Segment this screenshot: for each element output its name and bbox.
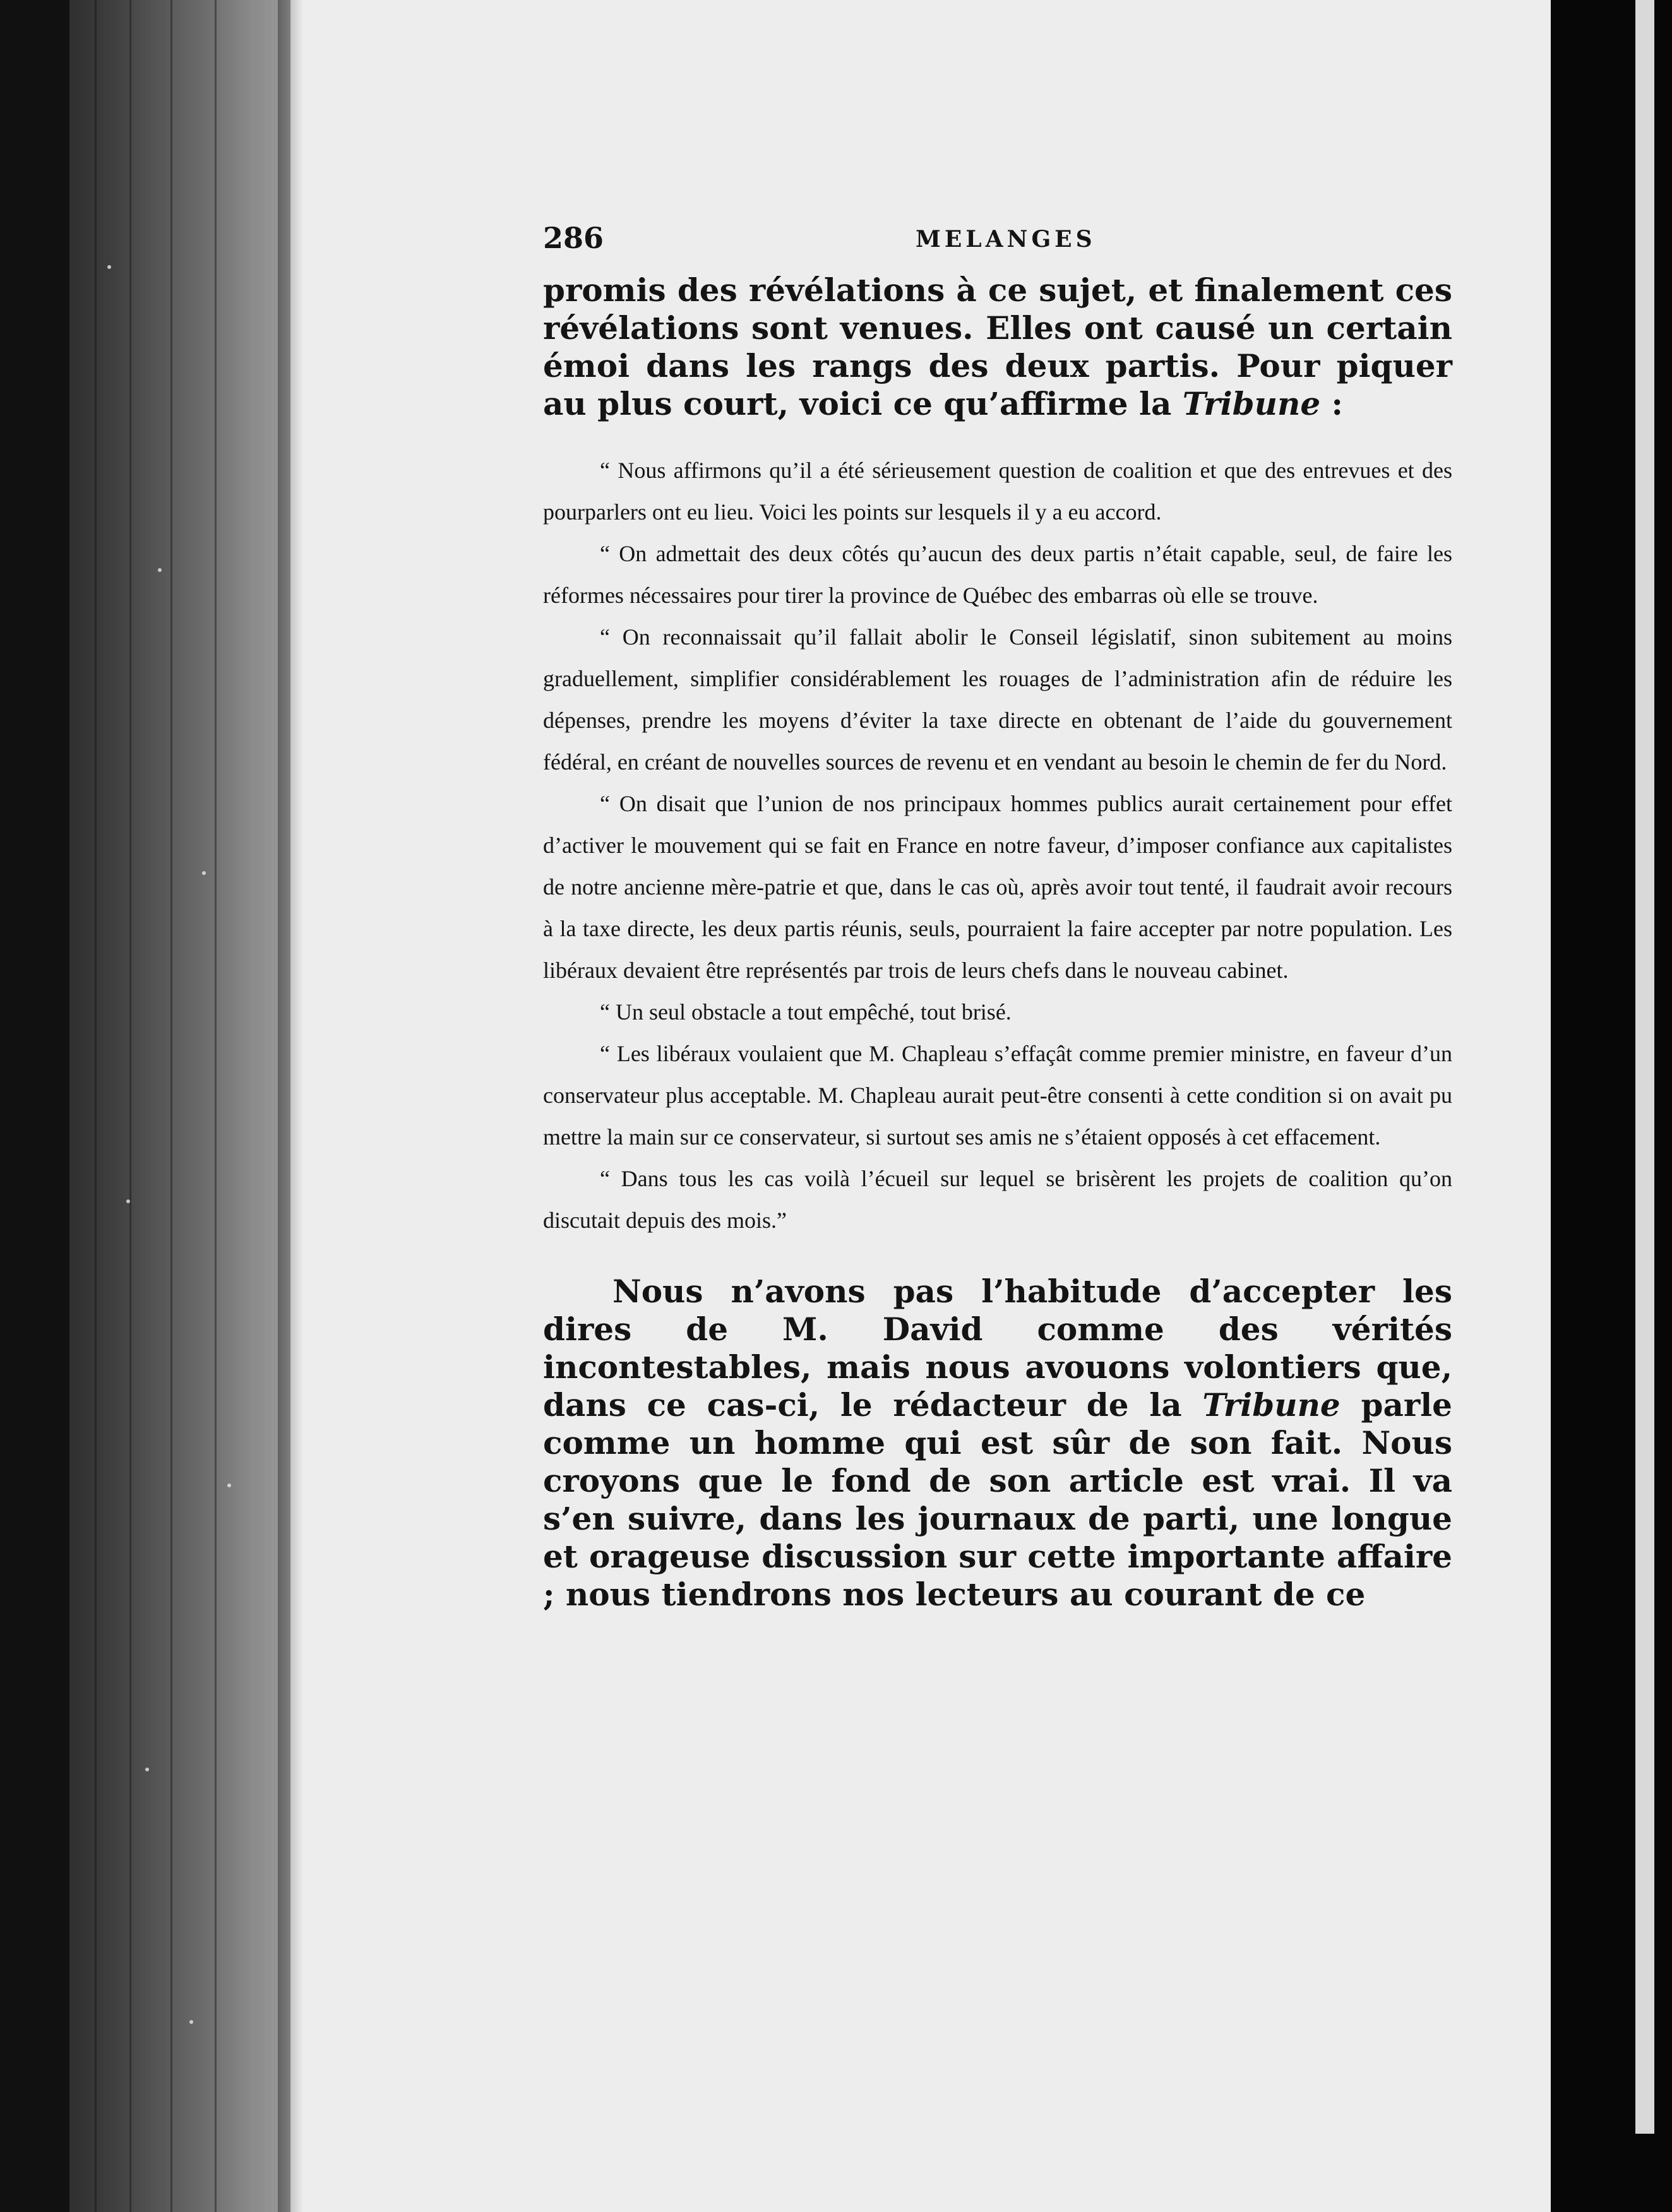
facing-page-edge [1635, 0, 1654, 2134]
intro-italic: Tribune [1182, 385, 1321, 422]
quote-paragraph: “ Un seul obstacle a tout empêché, tout brisé. [600, 999, 1012, 1025]
scan-speck [158, 568, 162, 572]
running-title: MELANGES [916, 226, 1096, 253]
scan-speck [227, 1484, 231, 1487]
gutter-edge-line [170, 0, 172, 2212]
scan-speck [126, 1199, 130, 1203]
fold-shadow [278, 0, 303, 2212]
quote-paragraph: “ Les libéraux voulaient que M. Chapleau s’effaçât comme premier ministre, en faveur d’un conservateur plus acceptable. M. Chapleau aurait peut-être consenti à cette condition si on avait pu mettre la main sur ce conservateur, si surtout ses amis ne s’étaient opposés à cet effacement. [543, 1041, 1452, 1150]
gutter-edge-line [129, 0, 131, 2212]
closing-paragraph [543, 1273, 1452, 1614]
page-number: 286 [543, 221, 604, 255]
gutter-edge-line [95, 0, 97, 2212]
quote-paragraph: “ On admettait des deux côtés qu’aucun des deux partis n’était capable, seul, de faire les réformes nécessaires pour tirer la province de Québec des embarras où elle se trouve. [543, 541, 1452, 608]
scan-speck [189, 2020, 193, 2024]
scan-speck [145, 1768, 149, 1771]
scan-speck [107, 265, 111, 269]
quote-paragraph: “ On disait que l’union de nos principaux hommes publics aurait certainement pour effet d’activer le mouvement qui se fait en France en notre faveur, d’imposer confiance aux capitalistes de notre ancienne mère-patrie et que, dans le cas où, après avoir tout tenté, il faudrait avoir recours à la taxe directe, les deux partis réunis, seuls, pourraient la faire accepter par notre population. Les libéraux devaient être représentés par trois de leurs chefs dans le nouveau cabinet. [543, 791, 1452, 983]
quote-paragraph: “ On reconnaissait qu’il fallait abolir le Conseil législatif, sinon subitement au moins graduellement, simplifier considérablement les rouages de l’administration afin de réduire les dépenses, prendre les moyens d’éviter la taxe directe en obtenant de l’aide du gouvernement fédéral, en créant de nouvelles sources de revenu et en vendant au besoin le chemin de fer du Nord. [543, 624, 1452, 775]
final-text-end: parle comme un homme qui est sûr de son fait. Nous croyons que le fond de son article est vrai. Il va s’en suivre, dans les journaux de parti, une longue et orageuse discussion sur cette importante affaire ; nous tiendrons nos lecteurs au courant de ce [543, 1386, 1452, 1613]
final-italic: Tribune [1202, 1386, 1341, 1424]
intro-paragraph [543, 271, 1452, 423]
final-text: Nous n’avons pas l’habitude d’accepter les dires de M. David comme des vérités incontestables, mais nous avouons volontiers que, dans ce cas-ci, le rédacteur de la [543, 1273, 1452, 1424]
page-content [543, 221, 1452, 1614]
scan-speck [202, 871, 206, 875]
quote-paragraph: “ Dans tous les cas voilà l’écueil sur lequel se brisèrent les projets de coalition qu’on discutait depuis des mois.” [543, 1166, 1452, 1233]
intro-text: promis des révélations à ce sujet, et finalement ces révélations sont venues. Elles ont causé un certain émoi dans les rangs des deux partis. Pour piquer au plus court, voici ce qu’affirme la [543, 271, 1452, 422]
scan-left-border [0, 0, 69, 2212]
intro-text-end: : [1320, 385, 1344, 422]
page-header [543, 221, 1452, 271]
gutter-edge-line [215, 0, 217, 2212]
quoted-excerpt [543, 449, 1452, 1241]
book-gutter [69, 0, 290, 2212]
quote-paragraph: “ Nous affirmons qu’il a été sérieusement question de coalition et que des entrevues et des pourparlers ont eu lieu. Voici les points sur lesquels il y a eu accord. [543, 458, 1452, 525]
